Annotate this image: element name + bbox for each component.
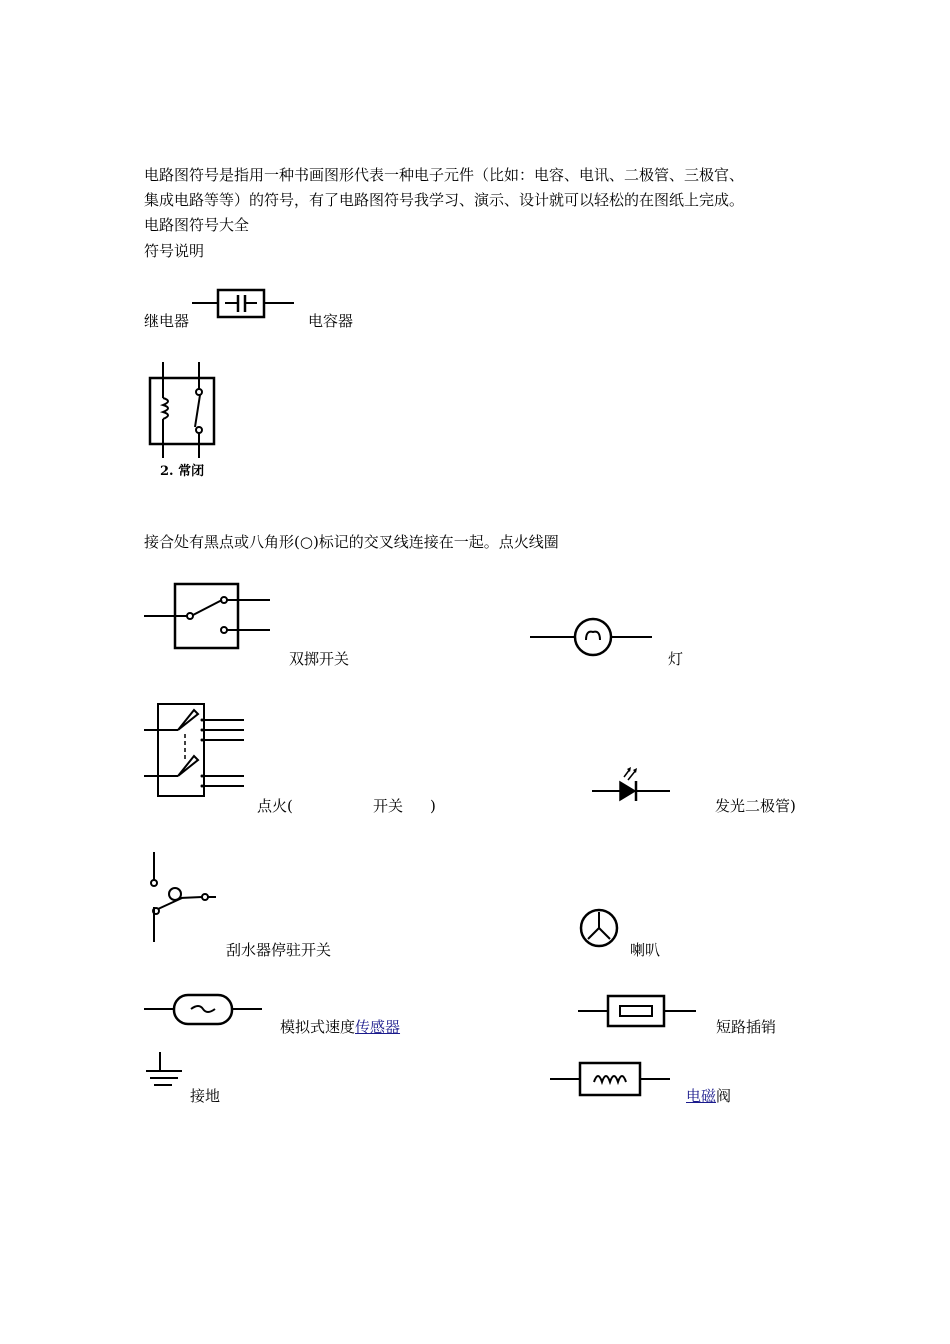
wiper-park-switch-icon	[144, 852, 220, 944]
intro-line-2: 集成电路等等）的符号，有了电路图符号我学习、演示、设计就可以轻松的在图纸上完成。	[144, 191, 745, 209]
lamp-icon	[530, 616, 652, 658]
led-icon	[592, 766, 670, 806]
short-pin-icon	[578, 994, 696, 1028]
short-pin-label: 短路插销	[716, 1018, 777, 1036]
solenoid-valve-label-suffix: 阀	[716, 1087, 732, 1105]
ground-label: 接地	[190, 1087, 221, 1105]
ignition-switch-label-open: 点火(	[257, 797, 293, 815]
sensor-link[interactable]: 传感器	[355, 1018, 401, 1036]
solenoid-valve-label	[686, 1087, 731, 1105]
junction-note: 接合处有黑点或八角形(○)标记的交叉线连接在一起。点火线圈	[144, 533, 559, 551]
speed-sensor-icon	[144, 992, 264, 1028]
solenoid-link[interactable]: 电磁	[686, 1087, 717, 1105]
ignition-switch-label-middle: 开关	[373, 797, 404, 815]
relay-label: 继电器	[144, 312, 190, 330]
section-subtitle: 符号说明	[144, 242, 205, 260]
speed-sensor-label-prefix: 模拟式速度	[280, 1018, 356, 1036]
lamp-label: 灯	[668, 650, 684, 668]
normally-closed-caption: 2. 常闭	[160, 464, 205, 479]
ignition-switch-label-close: )	[430, 797, 436, 815]
intro-line-1: 电路图符号是指用一种书画图形代表一种电子元件（比如：电容、电讯、二极管、三极官、	[144, 166, 745, 184]
capacitor-label: 电容器	[308, 312, 354, 330]
ignition-switch-icon	[144, 702, 248, 798]
double-throw-switch-icon	[144, 582, 274, 650]
capacitor-symbol-icon	[192, 287, 294, 321]
double-throw-switch-label: 双掷开关	[289, 650, 350, 668]
horn-label: 喇叭	[630, 941, 661, 959]
speed-sensor-label	[280, 1018, 400, 1036]
relay-normally-closed-icon	[144, 362, 224, 462]
wiper-park-switch-label: 刮水器停驻开关	[226, 941, 332, 959]
horn-icon	[578, 907, 620, 949]
ground-icon	[144, 1052, 186, 1090]
solenoid-valve-icon	[550, 1060, 672, 1098]
section-title: 电路图符号大全	[144, 216, 250, 234]
led-label: 发光二极管)	[715, 797, 796, 815]
